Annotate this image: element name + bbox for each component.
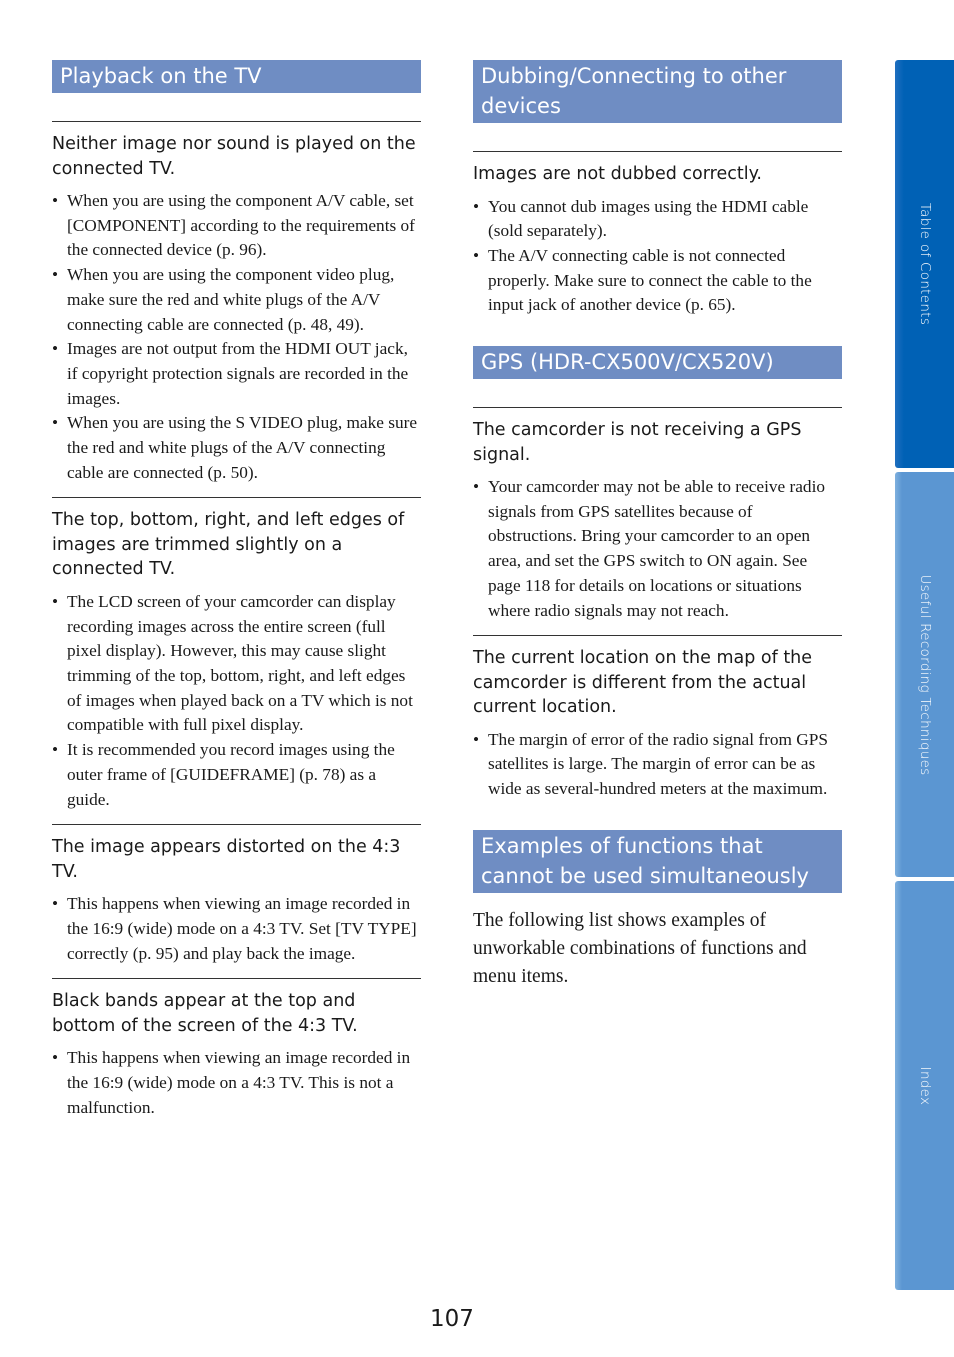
bullet-list (473, 195, 842, 319)
bullet-list (52, 1046, 421, 1120)
tab-useful-recording-techniques[interactable] (895, 472, 954, 877)
tab-table-of-contents[interactable] (895, 60, 954, 468)
bullet-list (52, 590, 421, 812)
bullet-item: • This happens when viewing an image recorded in the 16:9 (wide) mode on a 4:3 TV. Set [TV TYPE] correctly (p. 95) and play back the image. (52, 892, 421, 966)
section-header-dubbing: Dubbing/Connecting to other devices (473, 60, 842, 123)
bullet-list (52, 189, 421, 485)
bullet-item: • The A/V connecting cable is not connected properly. Make sure to connect the cable to the input jack of another device (p. 65). (473, 244, 842, 318)
tab-label: Table of Contents (916, 202, 933, 326)
side-navigation-tabs (895, 60, 954, 1290)
topic-block (52, 121, 421, 485)
topic-title: The image appears distorted on the 4:3 TV. (52, 837, 401, 882)
bullet-item: • When you are using the S VIDEO plug, make sure the red and white plugs of the A/V connecting cable are connected (p. 50). (52, 411, 421, 485)
bullet-item: • The LCD screen of your camcorder can display recording images across the entire screen (full pixel display). However, this may cause slight trimming of the top, bottom, right, and left edges of images when played back on a TV which is not compatible with full pixel display. (52, 590, 421, 738)
topic-block (52, 497, 421, 812)
divider (473, 151, 842, 152)
bullet-item: • It is recommended you record images using the outer frame of [GUIDEFRAME] (p. 78) as a guide. (52, 738, 421, 812)
topic-title: The camcorder is not receiving a GPS signal. (473, 420, 802, 465)
bullet-item: • You cannot dub images using the HDMI cable (sold separately). (473, 195, 842, 244)
bullet-item: • The margin of error of the radio signal from GPS satellites is large. The margin of error can be as wide as several-hundred meters at the maximum. (473, 728, 842, 802)
tab-label: Index (916, 1066, 933, 1105)
topic-block (52, 978, 421, 1120)
divider (473, 635, 842, 636)
bullet-item: • Your camcorder may not be able to receive radio signals from GPS satellites because of obstructions. Bring your camcorder to an open area, and set the GPS switch to ON again. See page 118 for details on locations or situations where radio signals may not reach. (473, 475, 842, 623)
bullet-list (473, 728, 842, 802)
examples-intro-text: The following list shows examples of unworkable combinations of functions and menu items. (473, 909, 807, 987)
divider (52, 978, 421, 979)
bullet-item: • When you are using the component video plug, make sure the red and white plugs of the A/V connecting cable are connected (p. 48, 49). (52, 263, 421, 337)
divider (52, 824, 421, 825)
tab-label: Useful Recording Techniques (916, 573, 933, 776)
bullet-item: • When you are using the component A/V cable, set [COMPONENT] according to the requirements of the connected device (p. 96). (52, 189, 421, 263)
topic-block (473, 635, 842, 802)
bullet-list (473, 475, 842, 623)
topic-title: Images are not dubbed correctly. (473, 164, 762, 184)
topic-block (473, 407, 842, 623)
bullet-item: • This happens when viewing an image recorded in the 16:9 (wide) mode on a 4:3 TV. This is not a malfunction. (52, 1046, 421, 1120)
section-header-examples: Examples of functions that cannot be used simultaneously (473, 830, 842, 893)
topic-block (52, 824, 421, 966)
bullet-item: • Images are not output from the HDMI OUT jack, if copyright protection signals are recorded in the images. (52, 337, 421, 411)
divider (52, 497, 421, 498)
divider (473, 407, 842, 408)
page-number: 107 (430, 1306, 474, 1332)
tab-index[interactable] (895, 881, 954, 1290)
right-column (473, 60, 842, 991)
topic-title: Neither image nor sound is played on the connected TV. (52, 134, 416, 179)
left-column (52, 60, 421, 1132)
section-header-gps: GPS (HDR-CX500V/CX520V) (473, 346, 842, 379)
topic-title: The current location on the map of the camcorder is different from the actual current location. (473, 648, 813, 718)
topic-title: The top, bottom, right, and left edges of images are trimmed slightly on a connected TV. (52, 510, 405, 580)
section-header-playback-tv: Playback on the TV (52, 60, 421, 93)
topic-title: Black bands appear at the top and bottom of the screen of the 4:3 TV. (52, 991, 358, 1036)
bullet-list (52, 892, 421, 966)
divider (52, 121, 421, 122)
topic-block (473, 151, 842, 318)
